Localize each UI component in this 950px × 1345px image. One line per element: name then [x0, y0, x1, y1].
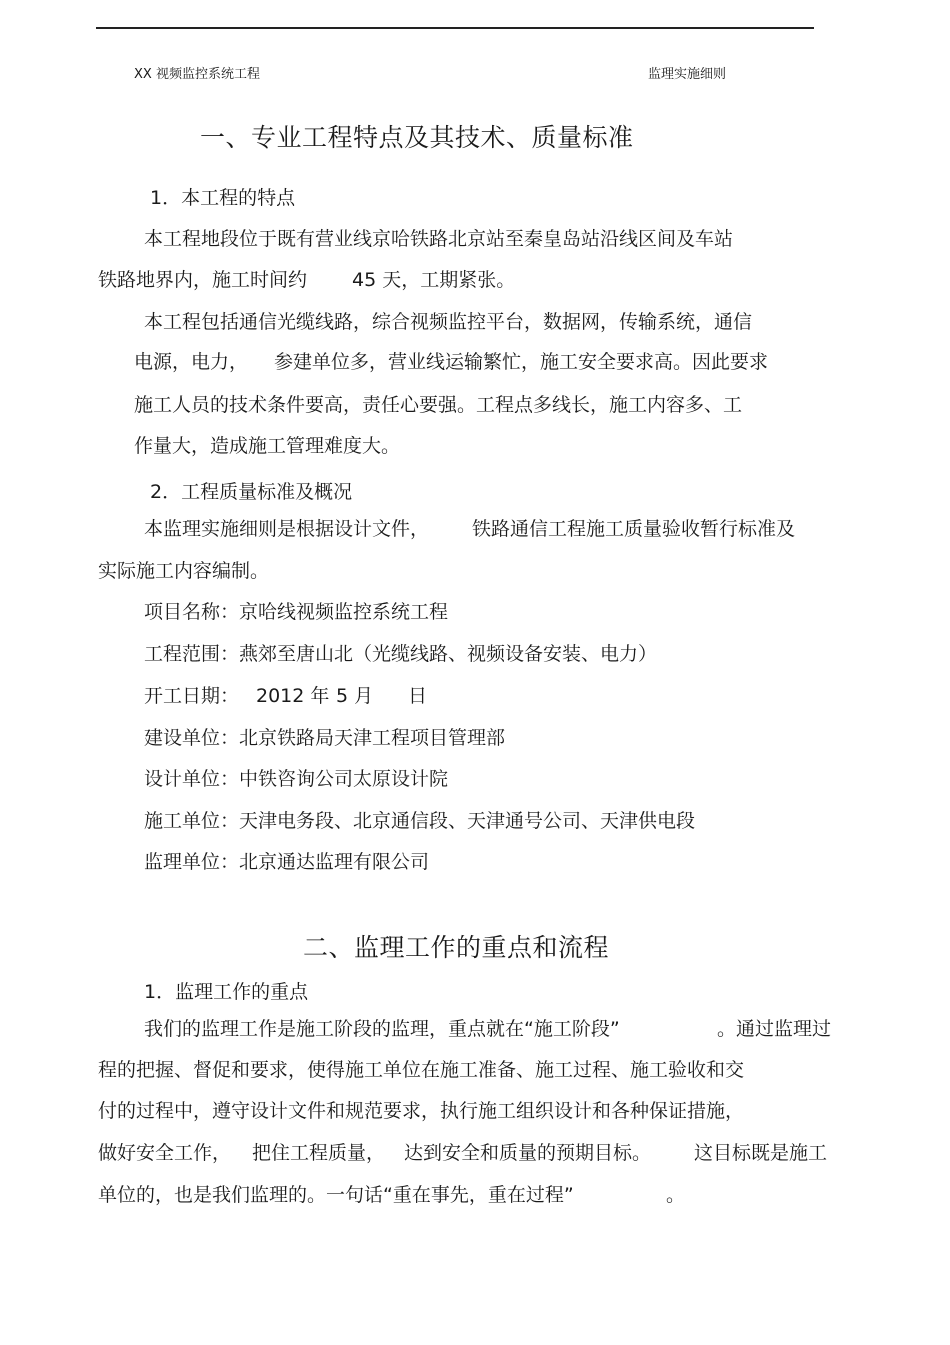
- project-name-item: 项目名称：京哈线视频监控系统工程: [144, 601, 449, 623]
- start-date-label: 开工日期：: [144, 685, 240, 707]
- section-1-title: 一、专业工程特点及其技术、质量标准: [200, 123, 634, 152]
- paragraph-line: 单位的，也是我们监理的。一句话“重在事先，重在过程”: [98, 1184, 574, 1206]
- section-2-title: 二、监理工作的重点和流程: [303, 933, 610, 962]
- paragraph-line: 本监理实施细则是根据设计文件，: [144, 518, 430, 540]
- paragraph-line: 程的把握、督促和要求，使得施工单位在施工准备、施工过程、施工验收和交: [98, 1059, 745, 1081]
- paragraph-line: 这目标既是施工: [694, 1142, 828, 1164]
- project-scope-item: 工程范围：燕郊至唐山北（光缆线路、视频设备安装、电力）: [144, 643, 658, 665]
- paragraph-line: 铁路通信工程施工质量验收暂行标准及: [472, 518, 796, 540]
- design-org-item: 设计单位：中铁咨询公司太原设计院: [144, 768, 449, 790]
- paragraph-line: 。: [666, 1184, 686, 1206]
- section-1-2-title: 2．工程质量标准及概况: [150, 481, 353, 503]
- header-rule: [96, 27, 814, 29]
- section-2-1-title: 1．监理工作的重点: [144, 981, 309, 1003]
- paragraph-line: 付的过程中，遵守设计文件和规范要求，执行施工组织设计和各种保证措施，: [98, 1100, 745, 1122]
- start-date-month: 5 月: [336, 685, 374, 707]
- paragraph-line: 把住工程质量，: [252, 1142, 386, 1164]
- paragraph-line: 本工程地段位于既有营业线京哈铁路北京站至秦皇岛站沿线区间及车站: [144, 228, 734, 250]
- paragraph-line: 实际施工内容编制。: [98, 560, 270, 582]
- paragraph-line: 电源，电力，: [134, 351, 249, 373]
- start-date-year: 2012 年: [256, 685, 330, 707]
- paragraph-line: 45 天，工期紧张。: [352, 269, 516, 291]
- paragraph-line: 。通过监理过: [717, 1018, 832, 1040]
- supervisor-item: 监理单位：北京通达监理有限公司: [144, 851, 430, 873]
- paragraph-line: 参建单位多，营业线运输繁忙，施工安全要求高。因此要求: [274, 351, 769, 373]
- paragraph-line: 作量大，造成施工管理难度大。: [134, 435, 401, 457]
- paragraph-line: 达到安全和质量的预期目标。: [404, 1142, 652, 1164]
- paragraph-line: 本工程包括通信光缆线路，综合视频监控平台，数据网，传输系统，通信: [144, 311, 753, 333]
- paragraph-line: 做好安全工作，: [98, 1142, 232, 1164]
- start-date-day: 日: [408, 685, 428, 707]
- paragraph-line: 施工人员的技术条件要高，责任心要强。工程点多线长，施工内容多、工: [134, 394, 743, 416]
- section-1-1-title: 1．本工程的特点: [150, 187, 296, 209]
- contractor-item: 施工单位：天津电务段、北京通信段、天津通号公司、天津供电段: [144, 810, 696, 832]
- paragraph-line: 铁路地界内，施工时间约: [98, 269, 308, 291]
- header-doc-type: 监理实施细则: [648, 67, 727, 82]
- paragraph-line: 我们的监理工作是施工阶段的监理，重点就在“施工阶段”: [144, 1018, 620, 1040]
- header-project-name: XX 视频监控系统工程: [134, 67, 260, 82]
- construction-org-item: 建设单位：北京铁路局天津工程项目管理部: [144, 727, 506, 749]
